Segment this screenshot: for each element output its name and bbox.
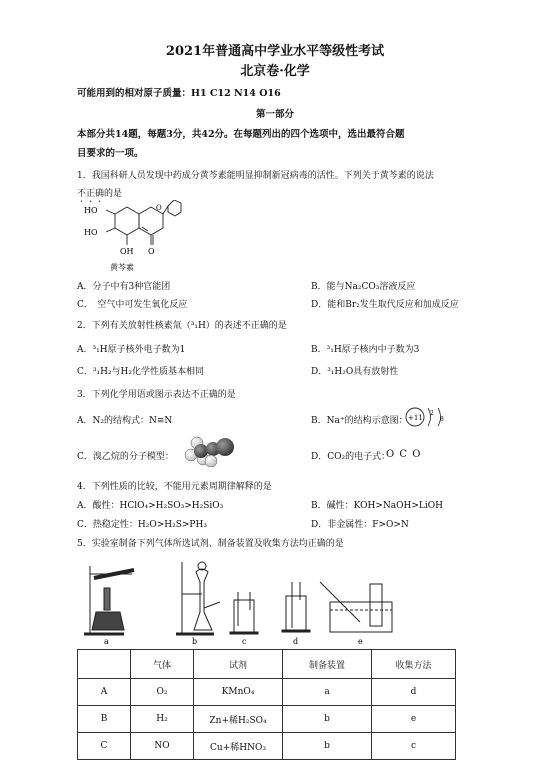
q4-option-d: D．非金属性：F>O>N — [311, 520, 409, 530]
q4-option-a: A．酸性：HClO₄>H₂SO₃>H₂SiO₃ — [77, 501, 224, 511]
table-cell: d — [372, 679, 456, 706]
table-cell: Zn+稀H₂SO₄ — [194, 706, 283, 733]
table-header-row — [78, 650, 456, 679]
apparatus-c-label: c — [242, 637, 247, 644]
table-cell: e — [372, 706, 456, 733]
q1-stem-line-1: 1．我国科研人员发现中药成分黄芩素能明显抑制新冠病毒的活性。下列关于黄芩素的说法 — [77, 171, 434, 181]
table-cell: O₂ — [131, 679, 194, 706]
apparatus-b-label: b — [192, 637, 198, 644]
table-header-cell: 气体 — [131, 650, 194, 679]
table-header-cell: 试剂 — [194, 650, 283, 679]
paper-subtitle: 北京卷·化学 — [240, 64, 310, 79]
na-shell-2: 8 — [440, 416, 444, 423]
q3-option-a: A．N₂的结构式：N≡N — [77, 416, 173, 426]
table-cell: KMnO₄ — [194, 679, 283, 706]
paper-title: 2021年普通高中学业水平等级性考试 — [165, 44, 385, 59]
q4-option-b: B．碱性：KOH>NaOH>LiOH — [311, 501, 443, 511]
table-cell: b — [283, 733, 372, 760]
na-shell-1: 2 — [430, 410, 434, 417]
ho-label-1: HO — [84, 206, 98, 215]
q3-stem: 3．下列化学用语或图示表达不正确的是 — [77, 390, 236, 400]
apparatus-e-label: e — [358, 637, 363, 644]
baicalein-structure — [82, 200, 182, 274]
lab-apparatus-figure — [80, 552, 396, 644]
table-cell: b — [283, 706, 372, 733]
atomic-masses: 可能用到的相对原子质量：H1 C12 N14 O16 — [77, 88, 281, 99]
co2-electron-formula: O C O — [386, 449, 422, 460]
q1-option-b: B．能与Na₂CO₃溶液反应 — [311, 282, 416, 292]
q1-stem-rest: 的是 — [104, 189, 123, 199]
carbonyl-o-label: O — [148, 247, 155, 256]
q4-option-c: C．热稳定性：H₂O>H₂S>PH₃ — [77, 520, 207, 530]
ring-o-label: O — [156, 204, 162, 212]
q2-stem: 2．下列有关放射性核素氚（³₁H）的表述不正确的是 — [77, 321, 287, 331]
q3-option-d: D．CO₂的电子式： — [311, 452, 391, 462]
q2-option-d: D．³₁H₂O具有放射性 — [311, 367, 399, 377]
q3-option-b: B．Na⁺的结构示意图： — [311, 416, 408, 426]
part-title: 第一部分 — [255, 109, 294, 120]
table-cell: H₂ — [131, 706, 194, 733]
table-cell: B — [78, 706, 131, 733]
oh-label: OH — [120, 247, 134, 256]
na-nucleus-label: +11 — [408, 414, 423, 422]
q2-option-b: B．³₁H原子核内中子数为3 — [311, 345, 420, 355]
bromoethane-model — [183, 435, 235, 467]
q1-emphasis: 不正确 — [77, 189, 105, 199]
instructions-line-2: 目要求的一项。 — [77, 148, 144, 159]
q2-option-a: A．³₁H原子核外电子数为1 — [77, 345, 186, 355]
table-header-cell: 收集方法 — [372, 650, 456, 679]
table-header-cell — [78, 650, 131, 679]
table-row — [78, 733, 456, 760]
instructions-line-1: 本部分共14题，每题3分，共42分。在每题列出的四个选项中，选出最符合题 — [77, 129, 405, 140]
apparatus-d-label: d — [293, 637, 299, 644]
q1-option-a: A．分子中有3种官能团 — [77, 282, 171, 292]
q5-table — [77, 649, 456, 760]
table-header-cell: 制备装置 — [283, 650, 372, 679]
table-cell: A — [78, 679, 131, 706]
table-cell: a — [283, 679, 372, 706]
table-row — [78, 706, 456, 733]
table-row — [78, 679, 456, 706]
q1-option-c: C． 空气中可发生氧化反应 — [77, 300, 188, 310]
table-cell: C — [78, 733, 131, 760]
apparatus-a-label: a — [104, 637, 109, 644]
q2-option-c: C．³₁H₂与H₂化学性质基本相同 — [77, 367, 205, 377]
structure-caption: 黄芩素 — [110, 263, 134, 272]
ho-label-2: HO — [84, 228, 98, 237]
table-cell: c — [372, 733, 456, 760]
q3-option-c: C．溴乙烷的分子模型： — [77, 452, 174, 462]
sodium-ion-diagram — [404, 404, 454, 430]
q4-stem: 4．下列性质的比较，不能用元素周期律解释的是 — [77, 482, 272, 492]
table-cell: NO — [131, 733, 194, 760]
q5-stem: 5．实验室制备下列气体所选试剂、制备装置及收集方法均正确的是 — [77, 539, 344, 549]
q1-option-d: D．能和Br₂发生取代反应和加成反应 — [311, 300, 459, 310]
table-cell: Cu+稀HNO₃ — [194, 733, 283, 760]
